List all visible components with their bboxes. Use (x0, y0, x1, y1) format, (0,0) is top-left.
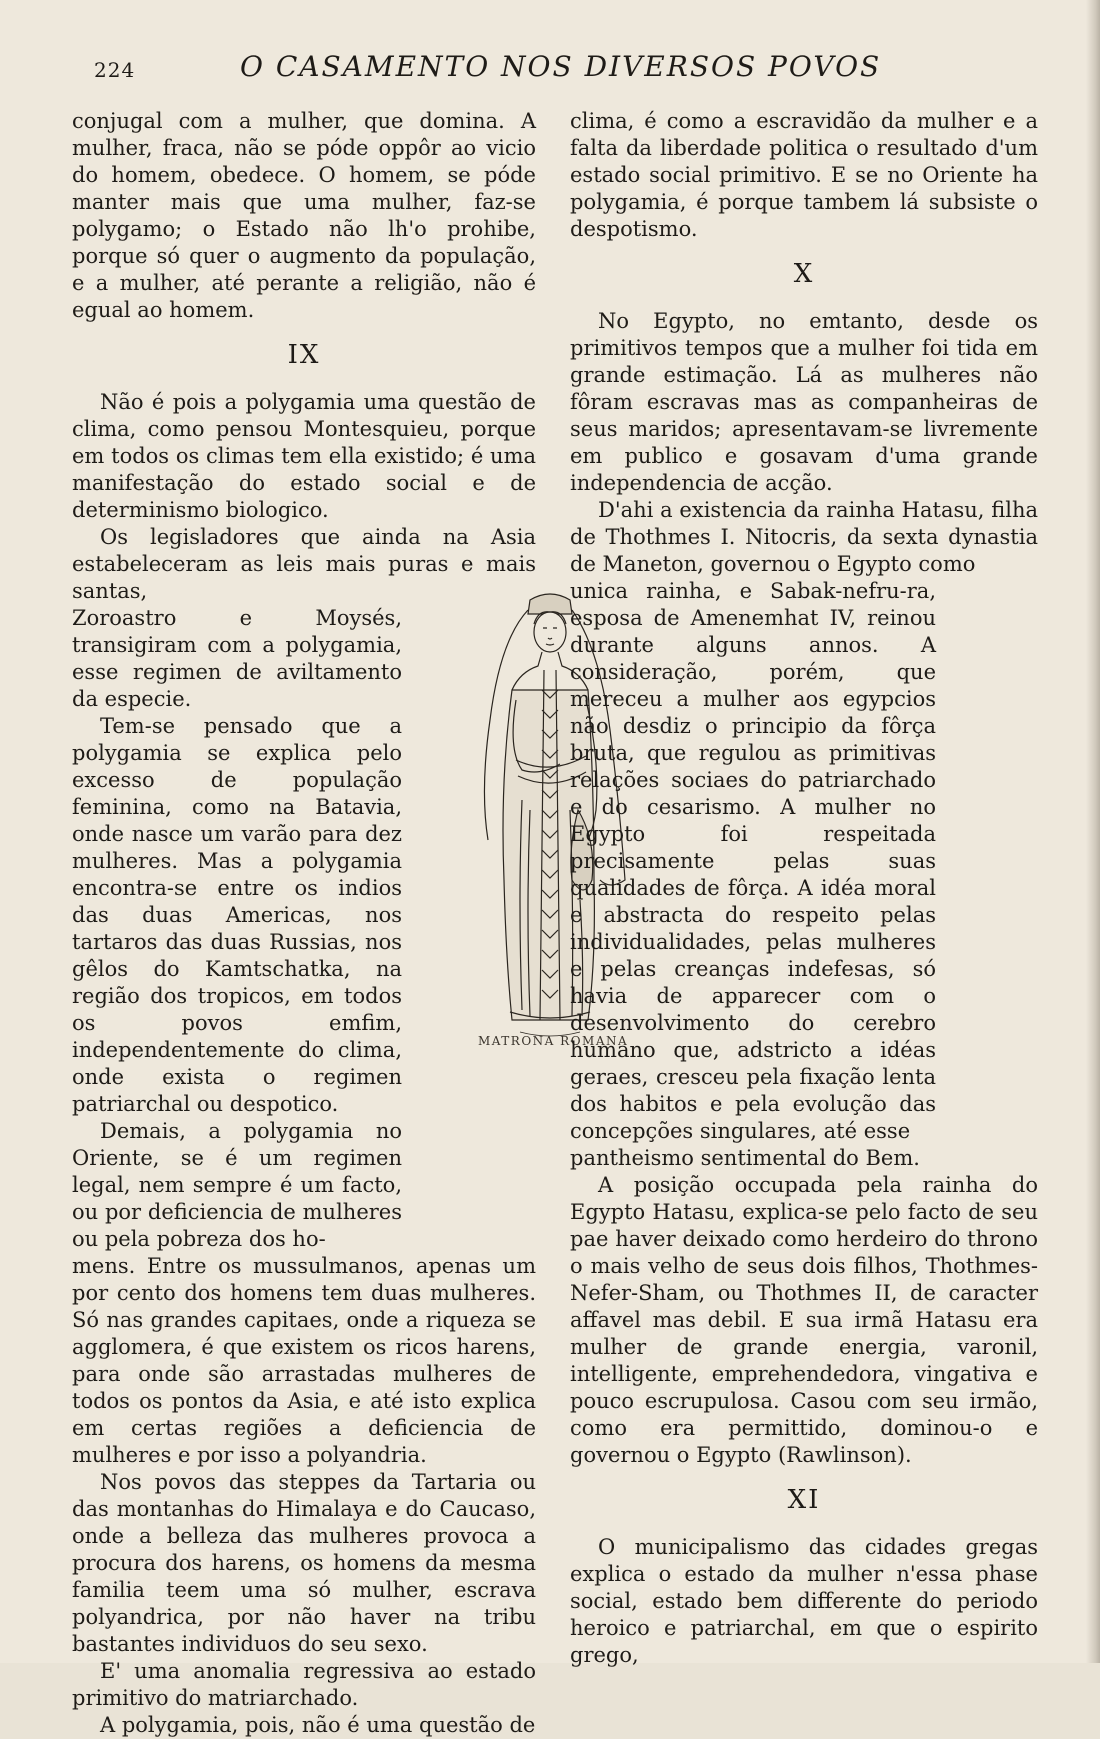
section-heading-x: X (793, 259, 815, 289)
paragraph: A polygamia, pois, não é uma questão de (100, 1713, 536, 1737)
paragraph: D'ahi a existencia da rainha Hatasu, filha de Thothmes I. Nitocris, da sexta dynastia de Maneton, governou o Egypto como (570, 498, 1038, 576)
paragraph-wrapped: unica rainha, e Sabak-nefru-ra, esposa de Amenemhat IV, reinou durante alguns annos. A consideração, porém, que mereceu a mulher aos egypcios não desdiz o principio da fôrça bruta, que regulou as primitivas relações sociaes do patriarchado e do cesarismo. A mulher no Egypto foi respeitada precisamente pelas suas qualidades de fôrça. A idéa moral e abstracta do respeito pelas individualidades, pelas mulheres e pelas creanças indefesas, só havia de apparecer com o desenvolvimento do cerebro humano que, adstricto a idéas geraes, cresceu pela fixação lenta dos habitos e pela evolução das concepções singulares, até esse (570, 579, 936, 1143)
paragraph: A posição occupada pela rainha do Egypto Hatasu, explica-se pelo facto de seu pae haver deixado como herdeiro do throno o mais velho de seus dois filhos, Thothmes-Nefer-Sham, ou Thothmes II, de caracter affavel mas debil. E sua irmã Hatasu era mulher de grande energia, varonil, intelligente, emprehendedora, vingativa e pouco escrupulosa. Casou com seu irmão, como era permittido, dominou-o e governou o Egypto (Rawlinson). (570, 1173, 1038, 1467)
section-heading-xi: XI (787, 1485, 821, 1515)
figure-caption: MATRONA ROMANA (478, 1034, 629, 1048)
page-number: 224 (94, 58, 136, 82)
running-title: O CASAMENTO NOS DIVERSOS POVOS (240, 50, 882, 83)
paragraph: conjugal com a mulher, que domina. A mulher, fraca, não se póde oppôr ao vicio do homem, obedece. O homem, se póde manter mais que uma mulher, faz-se polygamo; o Estado não lh'o prohibe, porque só quer o augmento da população, e a mulher, até perante a religião, não é egual ao homem. (72, 109, 536, 322)
paragraph: Nos povos das steppes da Tartaria ou das montanhas do Himalaya e do Caucaso, onde a belleza das mulheres provoca a procura dos harens, os homens da mesma familia teem uma só mulher, escrava polyandrica, por não haver na tribu bastantes individuos do seu sexo. (72, 1470, 536, 1656)
paragraph: clima, é como a escravidão da mulher e a falta da liberdade politica o resultado d'um estado social primitivo. E se no Oriente ha polygamia, é porque tambem lá subsiste o despotismo. (570, 109, 1038, 241)
paragraph-wrapped: Tem-se pensado que a polygamia se explica pelo excesso de população feminina, como na Batavia, onde nasce um varão para dez mulheres. Mas a polygamia encontra-se entre os indios das duas Americas, nos tartaros das duas Russias, nos gêlos do Kamtschatka, na região dos tropicos, em todos os povos emfim, independentemente do clima, onde exista o regimen patriarchal ou despotico. (72, 714, 402, 1116)
right-column (570, 108, 1038, 1669)
paragraph: Não é pois a polygamia uma questão de clima, como pensou Montesquieu, porque em todos os climas tem ella existido; é uma manifestação do estado social e de determinismo biologico. (72, 390, 536, 522)
section-heading-ix: IX (287, 340, 321, 370)
paragraph: mens. Entre os mussulmanos, apenas um por cento dos homens tem duas mulheres. Só nas grandes capitaes, onde a riqueza se agglomera, é que existem os ricos harens, para onde são arrastadas mulheres de todos os pontos da Asia, e até isto explica em certas regiões a deficiencia de mulheres e por isso a polyandria. (72, 1254, 536, 1467)
paragraph-wrapped: Demais, a polygamia no Oriente, se é um regimen legal, nem sempre é um facto, ou por deficiencia de mulheres ou pela pobreza dos ho- (72, 1119, 402, 1251)
paragraph-wrapped: Zoroastro e Moysés, transigiram com a polygamia, esse regimen de aviltamento da especie. (72, 606, 402, 711)
paragraph: O municipalismo das cidades gregas explica o estado da mulher n'essa phase social, estado bem differente do periodo heroico e patriarchal, em que o espirito grego, (570, 1535, 1038, 1667)
paragraph: pantheismo sentimental do Bem. (570, 1146, 920, 1170)
paragraph: E' uma anomalia regressiva ao estado primitivo do matriarchado. (72, 1659, 536, 1710)
paragraph: No Egypto, no emtanto, desde os primitivos tempos que a mulher foi tida em grande estimação. Lá as mulheres não fôram escravas mas as companheiras de seus maridos; apresentavam-se livremente em publico e gosavam d'uma grande independencia de acção. (570, 309, 1038, 495)
paragraph: Os legisladores que ainda na Asia estabeleceram as leis mais puras e mais santas, (72, 525, 536, 603)
